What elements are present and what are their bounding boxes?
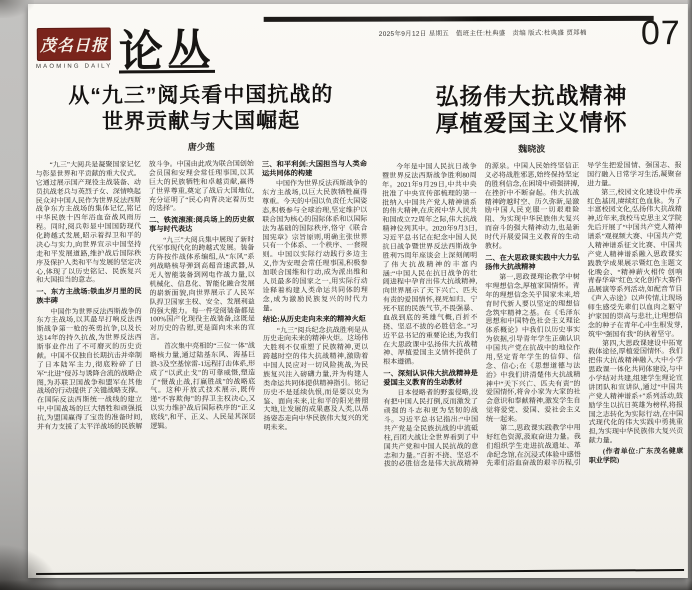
body-paragraph: 第二,思政课实践教学中用好红色资源,汲取奋进力量。我们组织学生走进抗战遗址、革命纪念馆,在沉浸式体验中感悟先辈们浴血奋战的艰辛历程,引导学生把爱国情、强国志、报国行融入日常学习生活,凝聚奋进力量。 — [486, 161, 682, 468]
headline-line-2: 世界贡献与大国崛起 — [101, 109, 301, 134]
section-heading: 一、东方主战场:铁血岁月里的民族丰碑 — [36, 286, 142, 306]
body-paragraph: “九三”阅兵纪念抗战胜利是从历史走向未来的精神火炬。这场伟大胜利不仅重塑了民族精神,更以跨越时空的伟大抗战精神,激励着中国人民应对一切风险挑战,为民族复兴注入磅礴力量,并为构建人类命运共同体提供精神指引。铭记历史不是延续仇恨,而是要以史为鉴、面向未来,让和平的阳光普照大地,让发展的成果惠及人类,以昂扬姿态走向中华民族伟大复兴的光明未来。 — [262, 325, 369, 432]
scan-smudge-top-left — [0, 0, 34, 18]
body-paragraph: 第四,大思政课建设中拓宽载体途径,厚植爱国情怀。我们把伟大抗战精神融入大中小学思政课一体化共同体建设,与中小学结对共建,组建学生理论宣讲团队和宣讲队,通过“中国共产党人精神谱系+”系列活动,鼓励学生以抗日英雄为榜样,将报国之志转化为实际行动,在中国式现代化的伟大实践中勇挑重担,为实现中华民族伟大复兴贡献力量。 — [588, 338, 684, 445]
scan-shadow-right-edge — [687, 0, 692, 590]
newspaper-sheet — [28, 4, 688, 578]
article-right-author: 魏晓波 — [518, 143, 546, 155]
section-heading: 三、和平利剑:大国担当与人类命运共同体的构建 — [261, 158, 368, 178]
body-paragraph: 第一,思政课理论教学中树牢理想信念,厚植家国情怀。青年的理想信念关乎国家未来,培育时代新人要以坚定的理想信念筑牢精神之基。在《毛泽东思想和中国特色社会主义理论体系概论》中我们以历史事实为依据,引导青年学生正确认识中国共产党在抗战中的地位作用,坚定青年学生的信仰、信念、信心;在《思想道德与法治》中我们讲清楚伟大抗战精神中“天下兴亡、匹夫有责”的爱国情怀,将舍小家为大家的社会意识和奉献精神,激发学生自觉将爱党、爱国、爱社会主义统一起来。 — [485, 272, 581, 424]
article-right-body — [382, 161, 684, 571]
section-heading: 二、在大思政课实践中大力弘扬伟大抗战精神 — [485, 252, 580, 272]
header-rule — [264, 16, 654, 22]
headline-line-1: 从“九三”阅兵看中国抗战的 — [68, 83, 334, 108]
body-paragraph: 中国作为世界反法西斯战争的东方主战场,以其最早打响反法西斯战争第一枪的英勇抗争,以及长达14年的持久抗战,为世界反法西斯事业作出了不可磨灭的历史贡献。中国不仅独自长期抗击并牵制了日本陆军主力,彻底粉碎了日军“北进”侵苏与诱降合流的战略企图,为苏联卫国战争和盟军在其他战场的行动提供了关键战略支撑。在国际反法西斯统一战线的建立中,中国战场的巨大牺牲和顽强抵抗,为盟国赢得了宝贵的准备时间,并有力支援了太平洋战场的民族解放斗争。中国由此成为联合国创始会员国和安理会常任理事国,以其巨大的民族牺牲和卓越贡献,赢得了世界尊重,奠定了战后大国地位,充分证明了“民心向背决定着历史的选择”。 — [36, 159, 255, 431]
article-right — [382, 80, 684, 564]
scan-shadow-bottom-edge — [0, 580, 692, 590]
body-paragraph: 日本侵略者的野蛮侵略,没有把中国人民打倒,反而激发了顽强的斗志和更为坚韧的战斗。习近平总书记指出:“中国共产党是全民族抗战的中流砥柱,百团大战让全世界看到了中国共产党和中国人民抗战的意志和力量。”百折不挠、坚忍不拔的必胜信念是伟大抗战精神的源泉。中国人民始终坚信正义必将战胜邪恶,始终保持坚定的胜利信念,在困境中顽强拼搏,在挫折中不断奋起。伟大抗战精神跨越时空、历久弥新,是激励中国人民克服一切艰难险阻、为实现中华民族伟大复兴而奋斗的强大精神动力,也是新时代开展爱国主义教育的生动教材。 — [383, 161, 580, 469]
article-left-body — [36, 159, 370, 569]
body-paragraph: 第三,校园文化建设中传承红色基因,赓续红色血脉。为了丰富校园文化,弘扬伟大抗战精神,近年来,我校马克思主义学院先后开展了“中国共产党人精神谱系”观视频大赛、中国共产党人精神谱系征文比赛、中国共产党人精神谱系融入思政课实践教学成果展示暨红色主题文化晚会、“精神薪火相传 创响青春华章”红色文化创作大赛作品展演等系列活动,如配音节目《声入赤途》以声传情,让现场师生感受先辈们以血肉之躯守护家国的崇高与悲壮,让理想信念的种子在青年心中生根发芽,筑牢“强国有我”的执着坚守。 — [587, 187, 683, 339]
article-left-author: 唐少莲 — [187, 141, 215, 153]
headline-line-1: 弘扬伟大抗战精神 — [435, 82, 628, 110]
page-content — [27, 2, 690, 580]
body-paragraph: 中国作为世界反法西斯战争的东方主战场,以巨大民族牺牲赢得尊重。今天的中国以负责任大国姿态,积极参与全球治理,坚定维护以联合国为核心的国际体系和以国际法为基础的国际秩序,恪守《联合国宪章》宗旨原则,明确主张世界只有一个体系、一个秩序、一套规则。中国以实际行动践行多边主义,作为安理会常任理事国,积极参加联合国维和行动,成为派出维和人员最多的国家之一,用实际行动诠释着构建人类命运共同体的理念,成为激励民族复兴的时代力量。 — [262, 179, 368, 313]
article-right-headline — [382, 82, 682, 138]
body-paragraph: 今年是中国人民抗日战争暨世界反法西斯战争胜利80周年。2021年9月29日,中共中央批准了中央宣传部梳理的第一批纳入中国共产党人精神谱系的伟大精神,在庆祝中华人民共和国成立72周年之际,伟大抗战精神位列其中。2020年9月3日,习近平总书记在纪念中国人民抗日战争暨世界反法西斯战争胜利75周年座谈会上深刻阐明了伟大抗战精神的丰富内涵:“中国人民在抗日战争的壮阔进程中孕育出伟大抗战精神,向世界展示了天下兴亡、匹夫有责的爱国情怀,视死如归、宁死不屈的民族气节,不畏强暴、血战到底的英雄气概,百折不挠、坚忍不拔的必胜信念。”习近平总书记的重要论述,为我们在大思政课中弘扬伟大抗战精神、厚植爱国主义情怀提供了根本遵循。 — [382, 162, 478, 367]
bottom-rule — [36, 569, 684, 575]
section-heading: 结论:从历史走向未来的精神火炬 — [262, 314, 366, 324]
section-heading: 一、深刻认识伟大抗战精神是爱国主义教育的生动教材 — [383, 368, 478, 388]
section-title: 论丛 — [118, 26, 216, 77]
articles-row — [35, 80, 684, 566]
body-paragraph: 首次集中亮相的“三位一体”战略核力量,通过陆基东风、海基巨浪-3及空基惊雷-1远程打击体系,形成了“以武止戈”的可靠威慑,塑造了“慑战止战,打赢胜战”的战略底气。这种开放式技术展示,既传递“不容欺侮”的捍卫主权决心,又以实力维护战后国际秩序的“正义底线”,和平、正义、人民是其深层逻辑。 — [149, 341, 256, 431]
section-heading: 二、铁流滚滚:阅兵场上的历史叙事与时代表达 — [149, 214, 255, 234]
headline-line-2: 厚植爱国主义情怀 — [435, 109, 628, 137]
author-affiliation: (作者单位:广东茂名健康职业学院) — [588, 447, 684, 465]
page-number: 07 — [640, 14, 681, 53]
body-paragraph: “九三”大阅兵集中展现了新时代军事现代化的跨越式发展。装备方阵按作战体系编组,从“东风”系列战略核导弹到高超音速武器,从无人智能装备到网电作战力量,以机械化、信息化、智能化融合发展的崭新面貌,向世界展示了人民军队捍卫国家主权、安全、发展利益的强大能力。每一件受阅装备都是100%国产化现役主战装备,这既是对历史的告慰,更是面向未来的宣言。 — [149, 235, 255, 342]
masthead-english-name: MAOMING DAILY — [35, 63, 113, 70]
masthead-logo-text: 茂名日报 — [39, 37, 108, 55]
body-paragraph: “九三”大阅兵是凝聚国家记忆与彰显世界和平贡献的重大仪式。它通过展示国产现役主战装备、动员抗战老兵与英烈子女、深情唤起民众对中国人民作为世界反法西斯战争东方主战场的集体记忆,铭记中华民族十四年浴血奋战风雨历程。同时,阅兵彰显中国国防现代化跨越式发展,昭示着捍卫和平的决心与实力,向世界宣示中国坚持走和平发展道路,维护战后国际秩序及保护人类和平与发展的坚定决心,体现了以历史铭记、民族复兴和大国担当的意志。 — [35, 160, 142, 285]
article-left — [35, 82, 369, 566]
masthead-logo — [37, 28, 111, 61]
article-left-headline — [35, 82, 367, 136]
date-staff-line: 2025年9月12日 星期五 值班主任:杜典盛 责编 版式:杜典盛 贾郑楠 — [378, 29, 587, 38]
